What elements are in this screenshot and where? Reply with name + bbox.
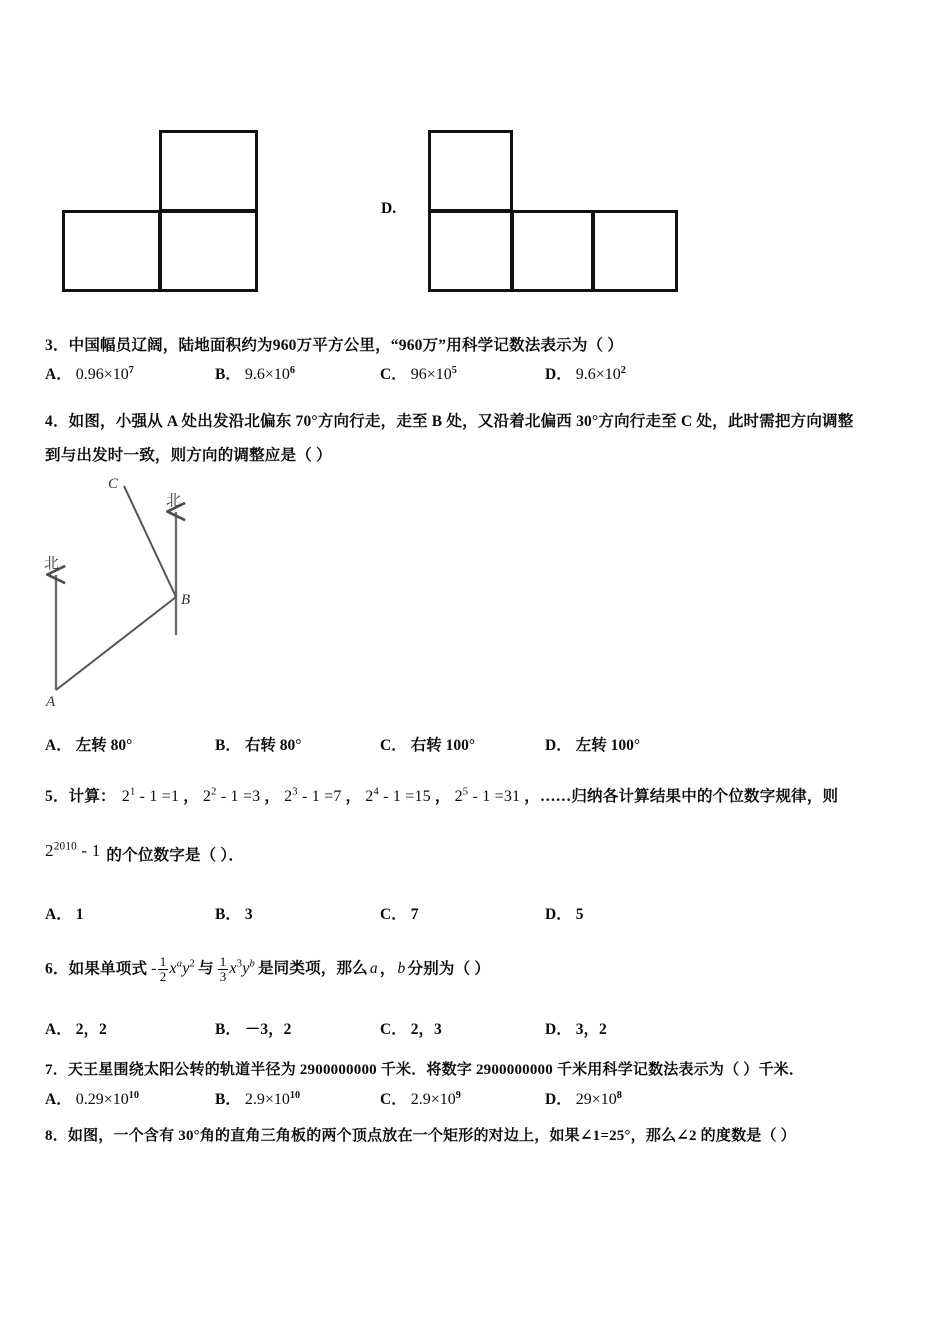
option-3-a-label: A． — [45, 366, 72, 383]
question-4-options — [45, 733, 925, 757]
option-5-b-label: B． — [215, 906, 241, 923]
option-7-b-label: B． — [215, 1091, 241, 1108]
question-5-line2-text: 的个位数字是（ ）． — [106, 847, 245, 864]
option-4-a-label: A． — [45, 737, 72, 754]
question-5-stem-line2 — [45, 840, 245, 865]
option-7-b-base: 2.9×10 — [244, 1091, 290, 1108]
q5-seq-2: $2^2 - 1 =3$ — [202, 786, 261, 805]
option-7-c-label: C． — [380, 1091, 407, 1108]
option-4-c-text: 右转 100° — [410, 737, 476, 754]
option-3-c-base: 96×10 — [410, 366, 452, 383]
q6-term-1: - $\frac{1}{2}$ $x^ay^2$ — [151, 954, 195, 984]
option-6-c-text: 2，3 — [410, 1021, 442, 1038]
option-6-d[interactable] — [545, 1017, 607, 1039]
q6-term-1-sign: - — [151, 960, 157, 978]
option-3-a-exp: 7 — [128, 364, 134, 376]
question-6-suffix-b: 分别为（ ） — [407, 960, 491, 978]
question-5-suffix: ，……归纳各计算结果中的个位数字规律，则 — [524, 788, 839, 805]
option-3-d[interactable] — [545, 362, 626, 384]
question-7-stem: 7．天王星围绕太阳公转的轨道半径为 2900000000 千米．将数字 2900000000 千米用科学记数法表示为（ ）千米． — [45, 1062, 805, 1078]
option-4-a-text: 左转 80° — [75, 737, 133, 754]
question-8-stem: 8．如图，一个含有 30°角的直角三角板的两个顶点放在一个矩形的对边上，如果∠1=25°，那么∠2 的度数是（ ） — [45, 1128, 796, 1144]
option-6-a-text: 2，2 — [75, 1021, 107, 1038]
option-7-a-base: 0.29×10 — [75, 1091, 129, 1108]
option-5-c-text: 7 — [410, 906, 419, 923]
option-4-b-text: 右转 80° — [244, 737, 302, 754]
option-3-a[interactable] — [45, 362, 134, 384]
question-5-options — [45, 902, 925, 926]
question-5-stem-line1: 5．计算： $2^1 - 1 =1$ ， $2^2 - 1 =3$ ， $2^3 - 1 =7$ ， $2^4 - 1 =15$ ， $2^5 - 1 =31$ ，……归纳各计算结果中的个位数字规律，则 — [45, 786, 839, 805]
option-5-a-label: A． — [45, 906, 72, 923]
q6-var-a: a — [369, 960, 378, 978]
label-point-c: C — [108, 476, 119, 492]
square-top-right — [159, 130, 258, 212]
question-3-stem: 3．中国幅员辽阔，陆地面积约为960万平方公里，“960万”用科学记数法表示为（ ） — [45, 337, 624, 354]
question-6-prefix: 6．如果单项式 — [45, 960, 148, 978]
north-label-at-a: 北 — [44, 555, 60, 572]
label-point-b: B — [181, 592, 191, 608]
north-label-at-b: 北 — [166, 492, 182, 509]
q5-seq-3: $2^3 - 1 =7$ — [284, 786, 342, 805]
q6-comma: ， — [379, 960, 396, 978]
option-7-c-base: 2.9×10 — [410, 1091, 456, 1108]
option-4-d[interactable] — [545, 733, 640, 755]
option-3-d-exp: 2 — [620, 364, 626, 376]
option-6-d-label: D． — [545, 1021, 572, 1038]
q6-term-2: $\frac{1}{3}$ $x^3y^b$ — [219, 954, 255, 984]
question-3-options — [45, 362, 925, 386]
option-7-b[interactable] — [215, 1087, 300, 1109]
square-bottom-2 — [511, 210, 594, 292]
question-6-middle: 与 — [197, 960, 214, 978]
option-3-b-base: 9.6×10 — [244, 366, 290, 383]
label-point-a: A — [46, 694, 56, 710]
question-7-options — [45, 1087, 925, 1111]
question-4-stem-line2: 到与出发时一致，则方向的调整应是（ ） — [45, 447, 332, 464]
question-5-prefix: 5．计算： — [45, 788, 116, 805]
option-6-b[interactable] — [215, 1017, 291, 1039]
option-5-d-text: 5 — [575, 906, 584, 923]
q6-term-2-fraction: $\frac{1}{3}$ — [219, 954, 227, 984]
option-6-c[interactable] — [380, 1017, 442, 1039]
question-4-stem-line1: 4．如图，小强从 A 处出发沿北偏东 70°方向行走，走至 B 处，又沿着北偏西 30°方向行走至 C 处，此时需把方向调整 — [45, 413, 854, 430]
figure-net-shapes — [0, 0, 950, 310]
q5-seq-5: $2^5 - 1 =31$ — [454, 786, 521, 805]
option-5-c[interactable] — [380, 902, 418, 924]
option-3-d-label: D． — [545, 366, 572, 383]
option-6-b-text: －3，2 — [244, 1021, 292, 1038]
segment-ab — [56, 597, 176, 690]
q5-seq-4: $2^4 - 1 =15$ — [365, 786, 431, 805]
option-7-c-exp: 9 — [455, 1089, 461, 1101]
direction-diagram-svg — [20, 470, 260, 715]
option-7-c[interactable] — [380, 1087, 461, 1109]
square-bottom-left — [62, 210, 161, 292]
option-4-b[interactable] — [215, 733, 301, 755]
option-3-a-base: 0.96×10 — [75, 366, 129, 383]
question-6-options — [45, 1017, 925, 1041]
q5-seq-1: $2^1 - 1 =1$ — [121, 786, 180, 805]
option-7-d-label: D． — [545, 1091, 572, 1108]
option-4-d-text: 左转 100° — [575, 737, 641, 754]
option-d-label: D. — [381, 200, 397, 217]
option-7-d[interactable] — [545, 1087, 622, 1109]
option-7-a-label: A． — [45, 1091, 72, 1108]
option-5-d[interactable] — [545, 902, 583, 924]
question-6-stem — [45, 955, 490, 983]
option-6-c-label: C． — [380, 1021, 407, 1038]
option-3-c[interactable] — [380, 362, 457, 384]
option-7-d-exp: 8 — [616, 1089, 622, 1101]
option-5-c-label: C． — [380, 906, 407, 923]
option-3-b[interactable] — [215, 362, 295, 384]
option-5-b[interactable] — [215, 902, 253, 924]
square-bottom-right — [159, 210, 258, 292]
option-4-c[interactable] — [380, 733, 475, 755]
net-shape-three-squares — [62, 130, 258, 292]
option-6-d-text: 3，2 — [575, 1021, 607, 1038]
q5-target-expression: $2^{2010} - 1$ — [45, 840, 101, 860]
option-7-b-exp: 10 — [289, 1089, 301, 1101]
option-7-a[interactable] — [45, 1087, 139, 1109]
option-5-b-text: 3 — [244, 906, 253, 923]
option-5-d-label: D． — [545, 906, 572, 923]
option-4-a[interactable] — [45, 733, 132, 755]
option-7-a-exp: 10 — [128, 1089, 139, 1101]
q6-term-1-fraction: $\frac{1}{2}$ — [159, 954, 167, 984]
option-4-b-label: B． — [215, 737, 241, 754]
option-3-b-label: B． — [215, 366, 241, 383]
question-4-direction-diagram — [20, 470, 260, 715]
square-bottom-3 — [592, 210, 678, 292]
question-6-suffix-a: 是同类项，那么 — [257, 960, 368, 978]
option-3-b-exp: 6 — [289, 364, 295, 376]
square-bottom-1 — [428, 210, 513, 292]
option-6-a[interactable] — [45, 1017, 107, 1039]
q6-var-b: b — [397, 960, 406, 978]
option-5-a-text: 1 — [75, 906, 84, 923]
square-top-left — [428, 130, 513, 212]
option-3-c-exp: 5 — [451, 364, 457, 376]
option-6-a-label: A． — [45, 1021, 72, 1038]
option-5-a[interactable] — [45, 902, 83, 924]
option-4-d-label: D． — [545, 737, 572, 754]
option-4-c-label: C． — [380, 737, 407, 754]
option-3-c-label: C． — [380, 366, 407, 383]
option-6-b-label: B． — [215, 1021, 241, 1038]
option-3-d-base: 9.6×10 — [575, 366, 621, 383]
net-shape-four-squares — [428, 130, 678, 292]
option-7-d-base: 29×10 — [575, 1091, 617, 1108]
